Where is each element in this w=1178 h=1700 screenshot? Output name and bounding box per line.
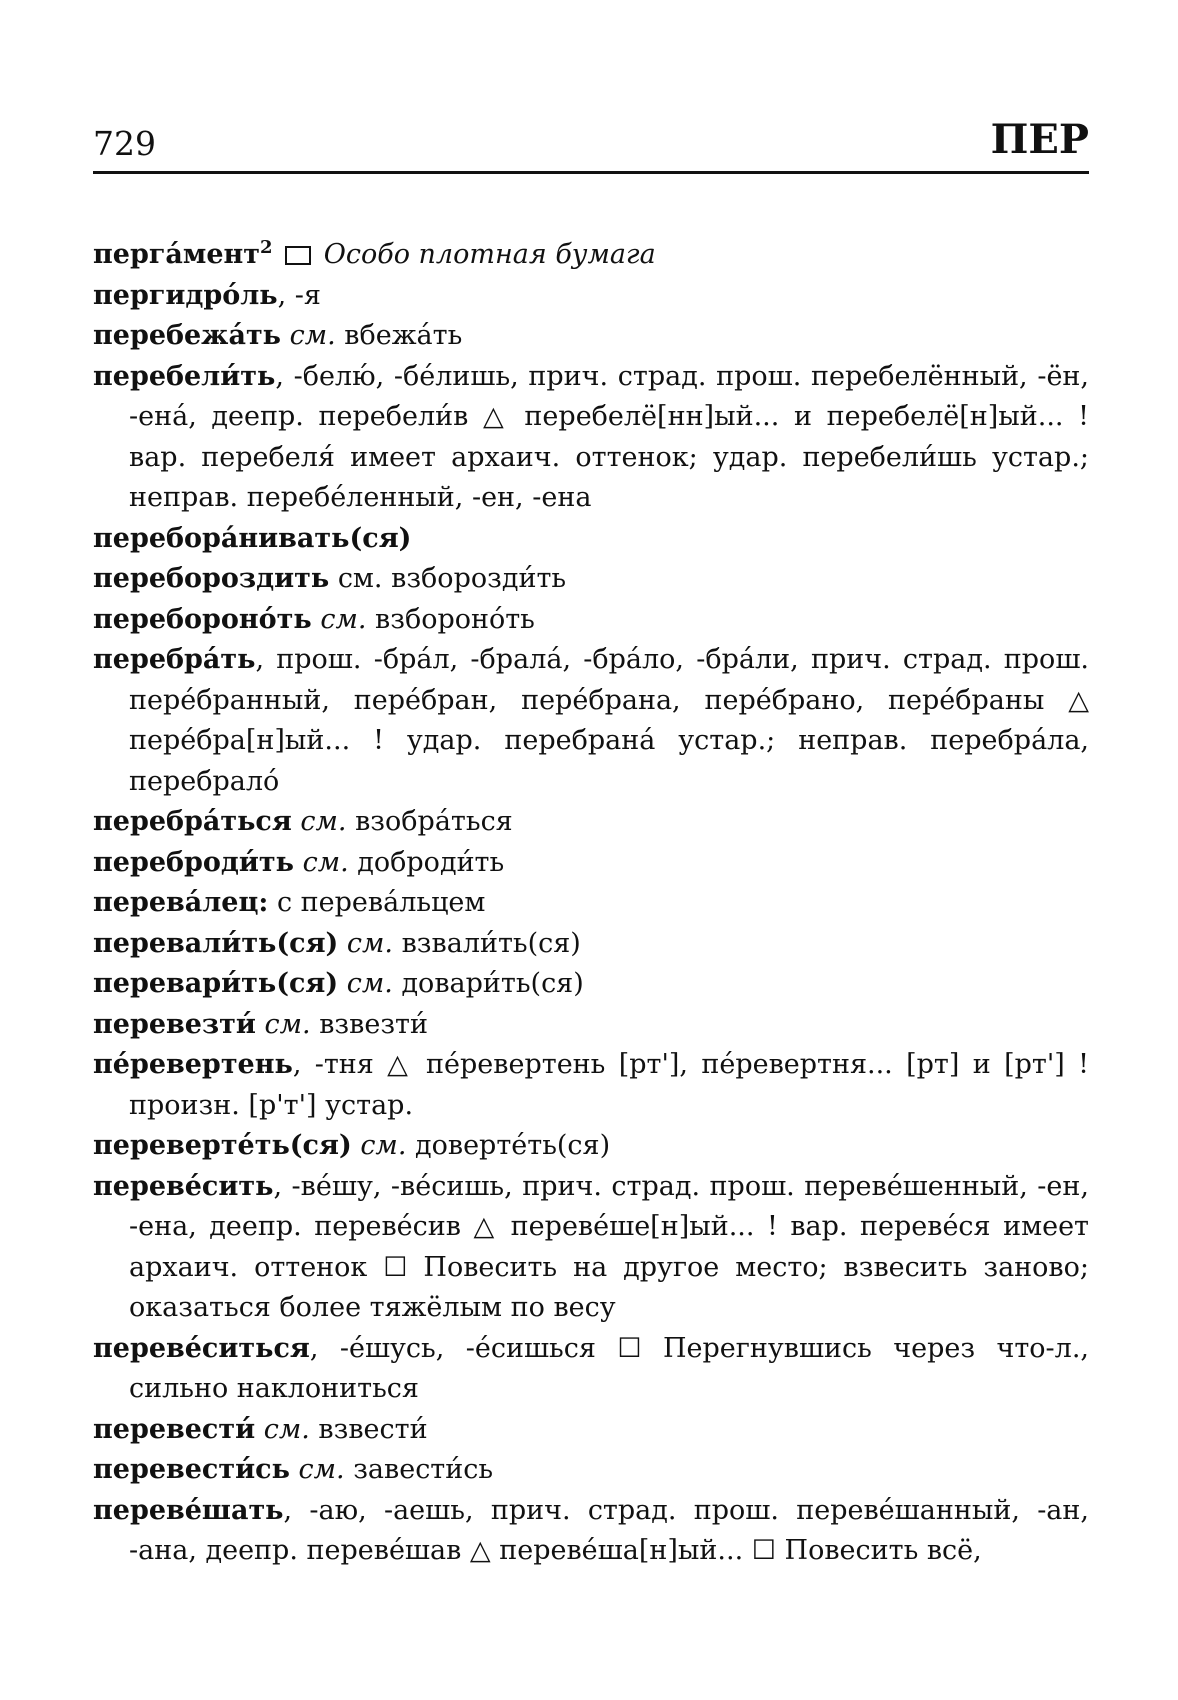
see-target: взвести́ [318,1413,428,1445]
entry [93,276,1089,317]
entry-body: , -тня △ пе́ревертень [рт'], пе́ревертня... [рт] и [рт'] ! произн. [р'т'] устар. [129,1049,1089,1121]
inflection: с перева́льцем [268,887,486,918]
see-label: см. [302,846,349,878]
headword: пергидро́ль [93,279,278,311]
entry [93,640,1089,802]
see-target: доброди́ть [357,846,505,878]
entry-body: , прош. -бра́л, -брала́, -бра́ло, -бра́ли, прич. страд. прош. пере́бранный, пере́бран, пере́брана, пере́брано, пере́браны △ пере́бра[н]ый... ! удар. перебрана́ устар.; неправ. перебра́ла, перебрало́ [129,644,1089,797]
headword-superscript: 2 [259,237,273,258]
headword: перебороно́ть [93,603,312,635]
entry [93,1045,1089,1126]
see-target: завести́сь [353,1454,494,1485]
page-number: 729 [93,124,156,163]
see-label: см. [300,806,347,837]
see-target: довари́ть(ся) [401,968,584,999]
see-label: см. [289,320,336,351]
see-target: взбороно́ть [375,603,535,635]
entry [93,1491,1089,1572]
headword: перевали́ть(ся) [93,927,339,959]
headword: переборáнивать(ся) [93,522,412,554]
headword: переве́шать [93,1494,284,1526]
entry [93,559,1089,600]
definition-box-icon [285,246,311,265]
headword: перевести́ [93,1413,256,1445]
headword: переве́сить [93,1170,274,1202]
entry [93,600,1089,641]
entry [93,316,1089,357]
entry [93,924,1089,965]
entry-body: , -е́шусь, -е́сишься ☐ Перегнувшись через что-л., сильно наклониться [129,1332,1089,1404]
headword: переброди́ть [93,846,294,878]
see-label: см. [337,563,383,594]
see-label: см. [264,1008,311,1040]
entry [93,1005,1089,1046]
definition: Особо плотная бумага [323,239,656,270]
see-target: взвезти́ [319,1008,428,1040]
headword: перебра́ть [93,644,256,675]
headword: перебежа́ть [93,320,281,351]
headword: переве́ситься [93,1332,310,1364]
entry-body: , -ве́шу, -ве́сишь, прич. страд. прош. переве́шенный, -ен, -ена, деепр. переве́сив △ переве́ше[н]ый... ! вар. переве́ся имеет архаич. оттенок ☐ Повесить на другое место; взвесить заново; оказаться более тяжёлым по весу [129,1170,1089,1323]
see-label: см. [346,927,393,959]
entry [93,1329,1089,1410]
header-rule [93,171,1089,174]
entry-body: , -аю, -аешь, прич. страд. прош. переве́шанный, -ан, -ана, деепр. переве́шав △ переве́ша[н]ый... ☐ Повесить всё, [129,1494,1089,1566]
entry [93,1126,1089,1167]
entry [93,802,1089,843]
headword: перебра́ться [93,806,292,837]
see-target: доверте́ть(ся) [415,1130,611,1161]
see-target: вбежа́ть [344,320,463,351]
see-target: взвали́ть(ся) [401,927,581,959]
headword: перебели́ть [93,360,276,392]
entry [93,883,1089,924]
page-header [93,112,1089,172]
headword: переверте́ть(ся) [93,1130,352,1161]
entry [93,1167,1089,1329]
entry-list [93,228,1089,1572]
entry-body: , -белю́, -бе́лишь, прич. страд. прош. перебелённый, -ён, -ена́, деепр. перебели́в △ перебелё[нн]ый... и перебелё[н]ый... ! вар. перебеля́ имеет архаич. оттенок; удар. перебели́шь устар.; неправ. перебе́ленный, -ен, -ена [129,360,1089,513]
entry [93,1410,1089,1451]
entry [93,843,1089,884]
headword: перевари́ть(ся) [93,968,339,999]
headword: перева́лец: [93,887,269,918]
entry [93,228,1089,276]
see-target: взборозди́ть [391,563,567,594]
headword: перевести́сь [93,1454,290,1485]
headword: перевезти́ [93,1008,256,1040]
inflection: , -я [277,279,321,311]
entry [93,519,1089,560]
see-label: см. [298,1454,345,1485]
headword: перга́мент [93,239,260,270]
see-target: взобра́ться [355,806,513,837]
see-label: см. [263,1413,310,1445]
headword: перебороздить [93,563,330,594]
see-label: см. [360,1130,407,1161]
entry [93,964,1089,1005]
running-head: ПЕР [990,116,1089,163]
see-label: см. [320,603,367,635]
entry [93,357,1089,519]
see-label: см. [346,968,393,999]
headword: пе́ревертень [93,1049,293,1080]
entry [93,1450,1089,1491]
